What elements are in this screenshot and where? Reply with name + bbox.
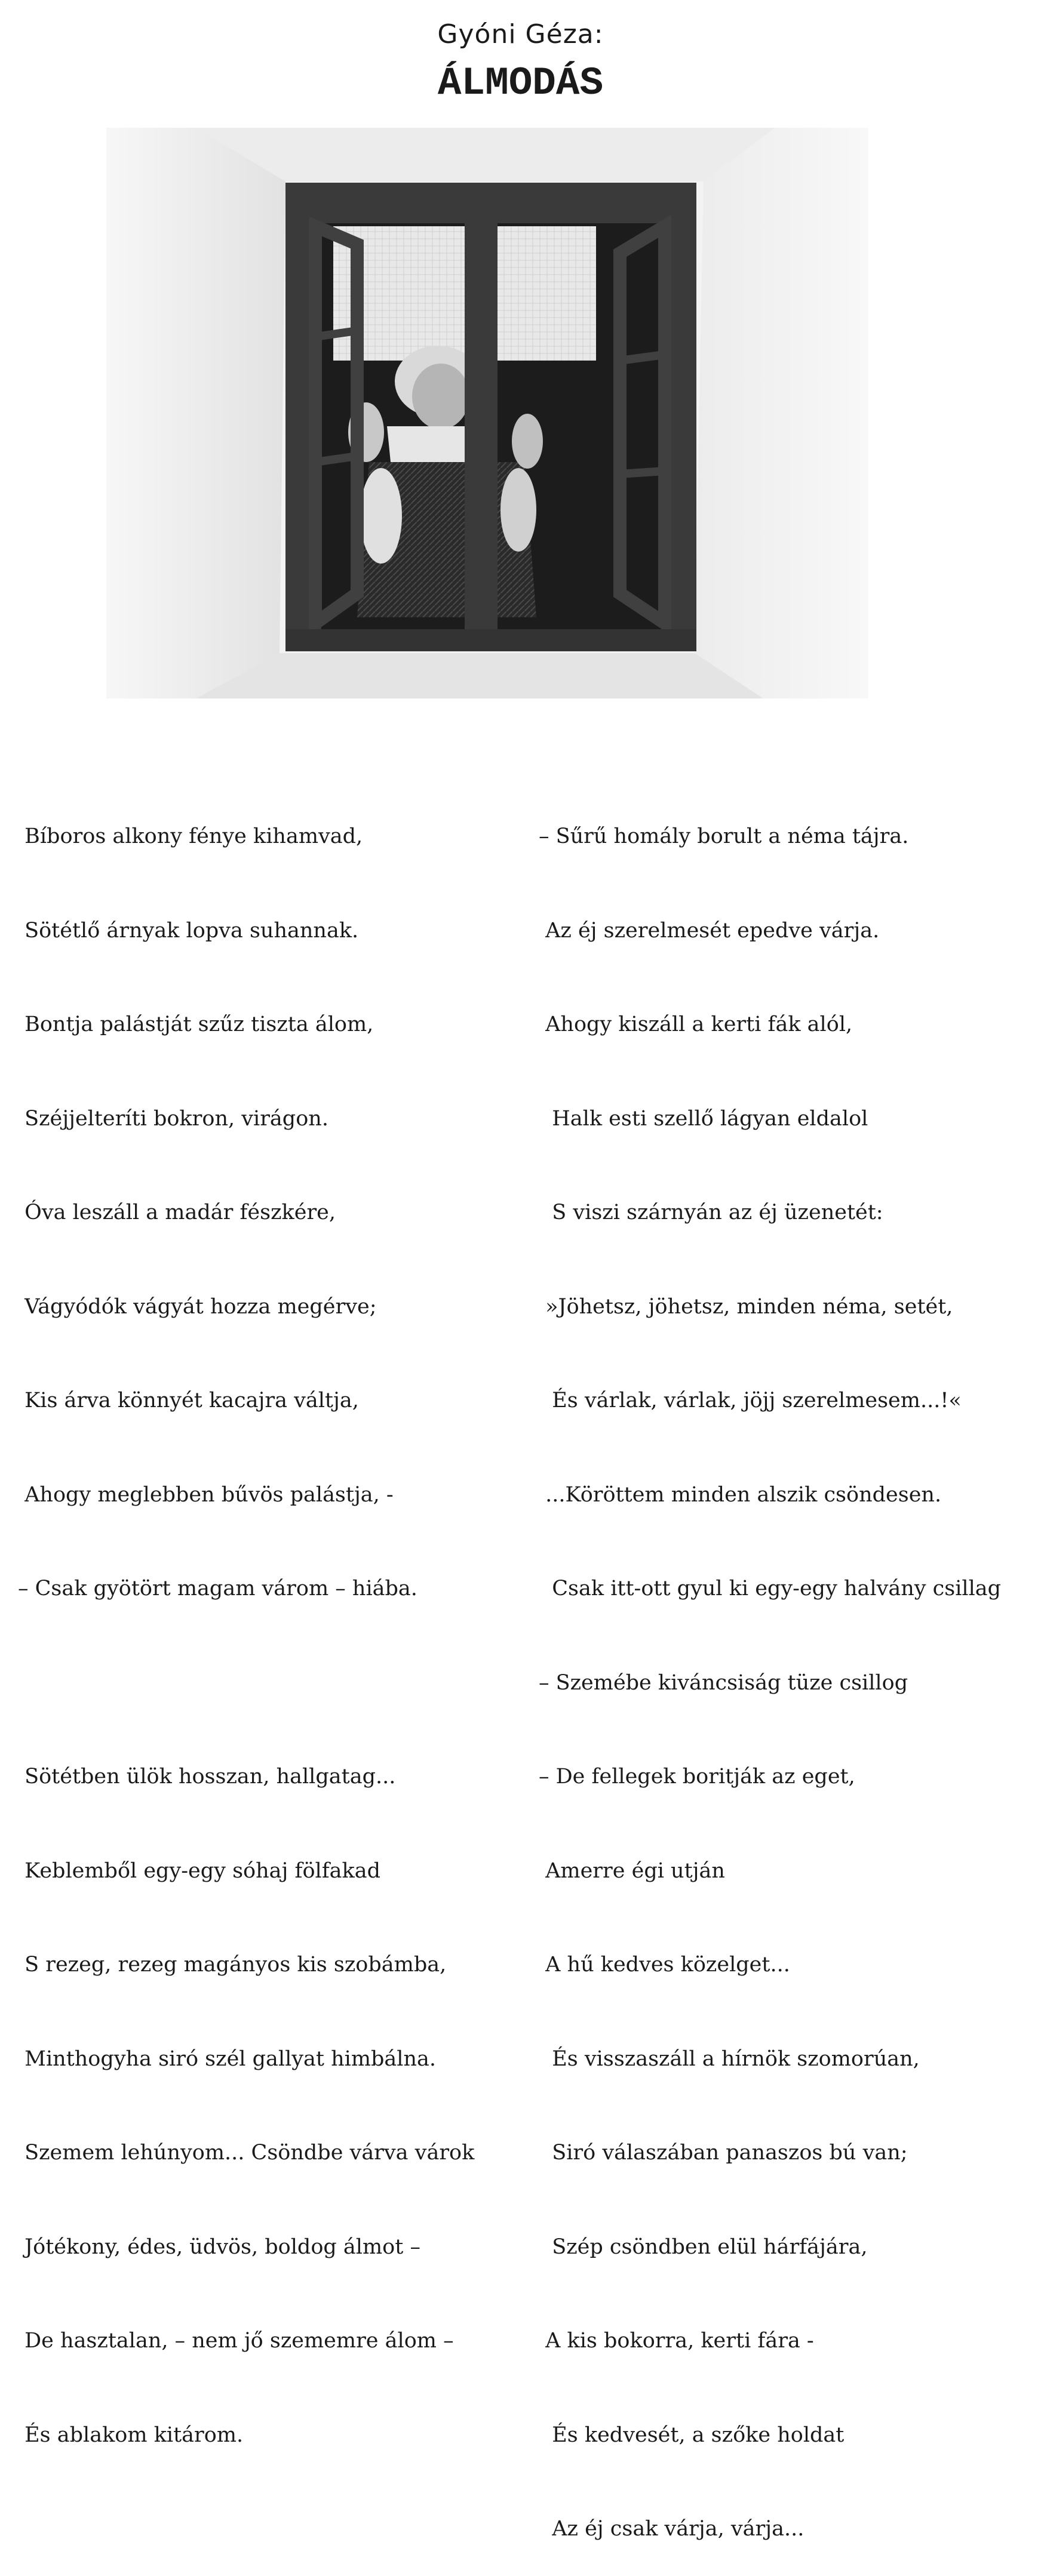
poem-line: És visszaszáll a hírnök szomorúan, bbox=[539, 2046, 920, 2071]
poem-line: De hasztalan, – nem jő szememre álom – bbox=[18, 2329, 454, 2353]
window-photo bbox=[106, 128, 868, 698]
poem-line: – Sűrű homály borult a néma tájra. bbox=[539, 824, 909, 848]
poem-line: A kis bokorra, kerti fára - bbox=[539, 2329, 814, 2353]
poem-line: Sötétben ülök hosszan, hallgatag... bbox=[18, 1765, 396, 1789]
poem-line: Jótékony, édes, üdvös, boldog álmot – bbox=[18, 2235, 420, 2259]
poem-author: Gyóni Géza: bbox=[437, 19, 604, 50]
poem-line: Szép csöndben elül hárfájára, bbox=[539, 2235, 868, 2259]
poem-line: Bontja palástját szűz tiszta álom, bbox=[18, 1012, 374, 1036]
poem-line: Siró válaszában panaszos bú van; bbox=[539, 2141, 908, 2165]
poem-line: Az éj csak várja, várja... bbox=[539, 2517, 804, 2541]
poem-line: Ahogy kiszáll a kerti fák alól, bbox=[539, 1012, 853, 1036]
poem-line: És ablakom kitárom. bbox=[18, 2423, 244, 2447]
poem-line: S viszi szárnyán az éj üzenetét: bbox=[539, 1201, 883, 1224]
poem-right-column bbox=[539, 758, 1028, 2576]
poem-line: Bíboros alkony fénye kihamvad, bbox=[18, 824, 363, 848]
poem-title: ÁLMODÁS bbox=[437, 61, 604, 106]
poem-line: – Csak gyötört magam várom – hiába. bbox=[18, 1577, 417, 1601]
poem-line: Ahogy meglebben bűvös palástja, - bbox=[18, 1482, 394, 1507]
poem-left-column bbox=[18, 758, 508, 2482]
poem-line: És várlak, várlak, jöjj szerelmesem...!« bbox=[539, 1389, 962, 1412]
stanza-gap bbox=[18, 1667, 508, 1699]
poem-line: Széjjelteríti bokron, virágon. bbox=[18, 1106, 328, 1131]
poem-line: Csak itt-ott gyul ki egy-egy halvány csillag bbox=[539, 1577, 1002, 1601]
poem-line: És kedvesét, a szőke holdat bbox=[539, 2423, 845, 2447]
poem-line: – De fellegek boritják az eget, bbox=[539, 1765, 855, 1789]
poem-line: A hű kedves közelget... bbox=[539, 1953, 790, 1977]
poem-line: – Szemébe kiváncsiság tüze csillog bbox=[539, 1670, 908, 1695]
poem-line: Amerre égi utján bbox=[539, 1858, 725, 1883]
poem-line: Keblemből egy-egy sóhaj fölfakad bbox=[18, 1858, 381, 1883]
poem-line: Szemem lehúnyom... Csöndbe várva várok bbox=[18, 2141, 475, 2165]
poem-line: »Jöhetsz, jöhetsz, minden néma, setét, bbox=[539, 1294, 953, 1319]
poem-line: Óva leszáll a madár fészkére, bbox=[18, 1201, 336, 1224]
poem-line: Halk esti szellő lágyan eldalol bbox=[539, 1106, 868, 1131]
poem-line: Az éj szerelmesét epedve várja. bbox=[539, 918, 880, 943]
poem-line: S rezeg, rezeg magányos kis szobámba, bbox=[18, 1953, 447, 1977]
poem-line: Minthogyha siró szél gallyat himbálna. bbox=[18, 2046, 437, 2071]
poem-line: Kis árva könnyét kacajra váltja, bbox=[18, 1389, 359, 1412]
poem-line: Sötétlő árnyak lopva suhannak. bbox=[18, 918, 359, 943]
poem-line: Vágyódók vágyát hozza megérve; bbox=[18, 1294, 377, 1319]
poem-line: ...Köröttem minden alszik csöndesen. bbox=[539, 1482, 942, 1507]
